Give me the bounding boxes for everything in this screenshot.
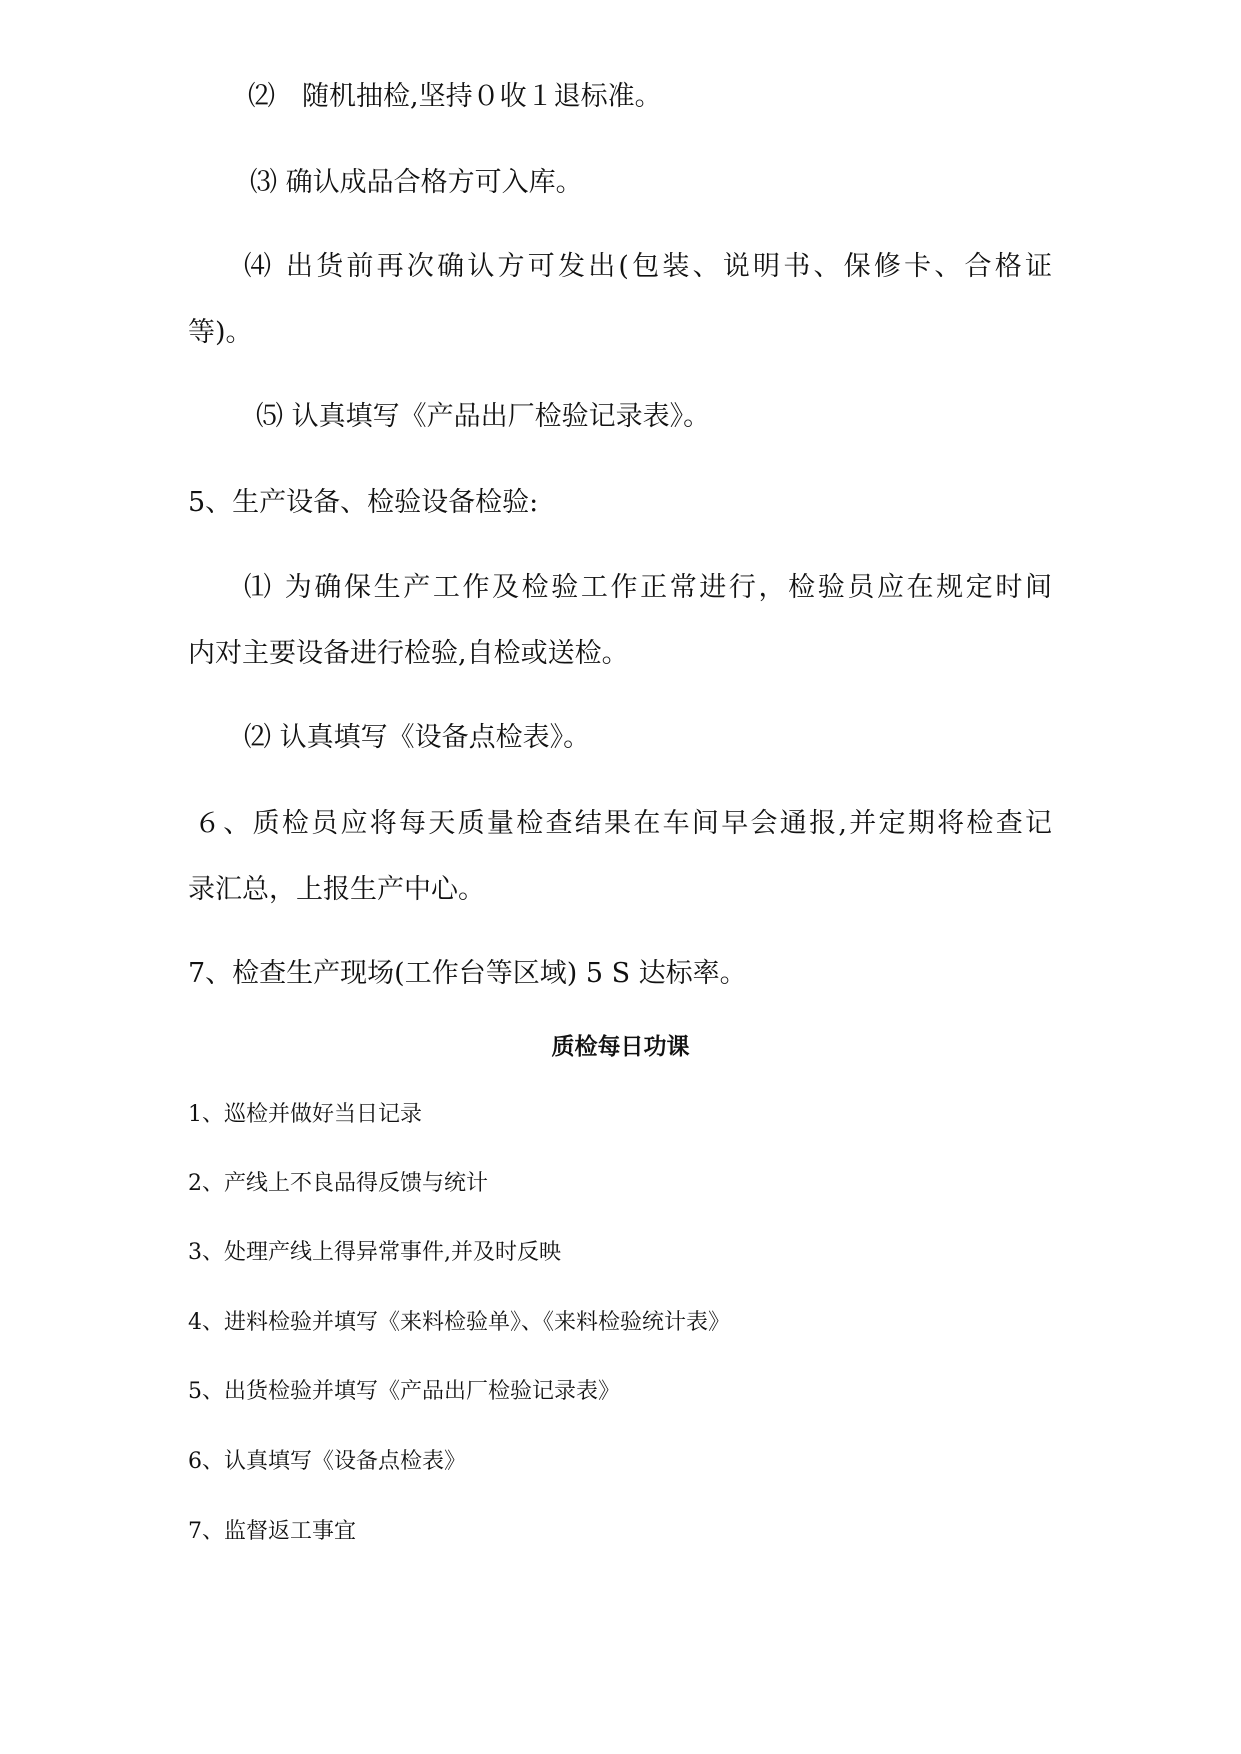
daily-task-item: 4、进料检验并填写《来料检验单》、《来料检验统计表》 — [188, 1310, 730, 1335]
daily-task-item: 1、巡检并做好当日记录 — [188, 1102, 422, 1127]
daily-task-item: 5、出货检验并填写《产品出厂检验记录表》 — [188, 1379, 620, 1404]
daily-tasks-title: 质检每日功课 — [551, 1034, 690, 1060]
item-3-confirm-storage: ⑶ 确认成品合格方可入库。 — [250, 167, 583, 198]
section-5-item-1-line2: 内对主要设备进行检验,自检或送检。 — [188, 638, 629, 669]
section-6-line1: ６、质检员应将每天质量检查结果在车间早会通报,并定期将检查记 — [194, 808, 1052, 839]
item-4-shipment-check-line1: ⑷ 出货前再次确认方可发出(包装、说明书、保修卡、合格证 — [244, 251, 1052, 282]
section-6-line2: 录汇总，上报生产中心。 — [188, 874, 485, 905]
daily-task-item: 7、监督返工事宜 — [188, 1519, 356, 1544]
daily-task-item: 3、处理产线上得异常事件,并及时反映 — [188, 1240, 561, 1265]
section-5-heading: 5、生产设备、检验设备检验: — [188, 487, 539, 518]
section-5-item-1-line1: ⑴ 为确保生产工作及检验工作正常进行，检验员应在规定时间 — [244, 572, 1052, 603]
item-4-shipment-check-line2: 等)。 — [188, 317, 253, 348]
item-5-fill-record: ⑸ 认真填写《产品出厂检验记录表》。 — [256, 401, 711, 432]
daily-task-item: 6、认真填写《设备点检表》 — [188, 1449, 466, 1474]
item-2-random-inspection: ⑵ 随机抽检,坚持０收１退标准。 — [248, 81, 662, 112]
section-7: 7、检查生产现场(工作台等区域) 5 S 达标率。 — [188, 958, 747, 989]
section-5-item-2: ⑵ 认真填写《设备点检表》。 — [244, 722, 591, 753]
daily-task-item: 2、产线上不良品得反馈与统计 — [188, 1171, 488, 1196]
